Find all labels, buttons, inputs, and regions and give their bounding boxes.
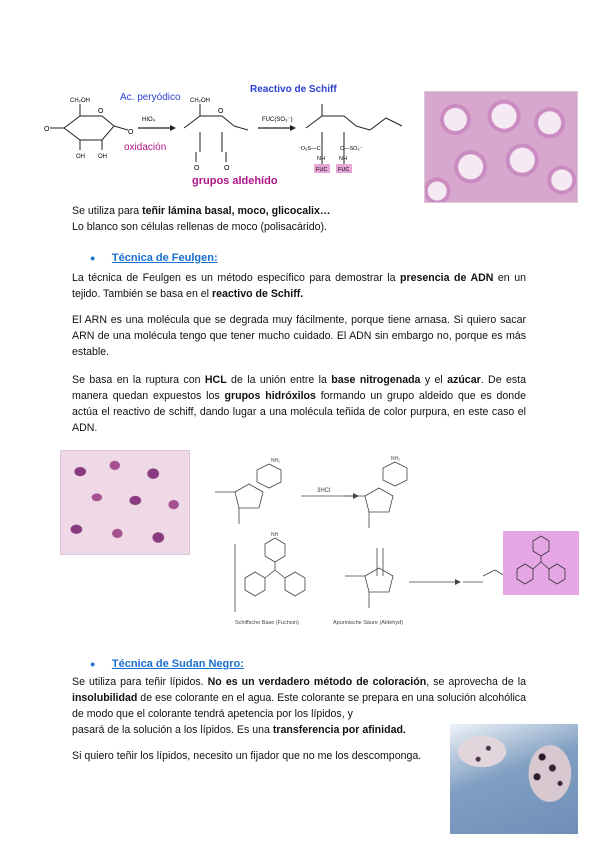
sudan-p1-e: de ese colorante en el agua. Este colorante se prepara en una solución alcohólica de modo que el colorante tendrá apetencia por los lípidos, y — [72, 692, 526, 720]
feulgen-p3-i: formando un grupo aldeido que es donde actúa el reactivo de schiff, dando lugar a una molécula teñida de color purpura, en este caso el ADN. — [72, 390, 526, 434]
o-label-1: O — [98, 108, 104, 115]
base-caption: Schiffsche Base (Fuchsin) — [235, 620, 299, 626]
dialdehyde-structure — [184, 104, 248, 162]
nh-fuchsin: NH — [271, 532, 279, 538]
sudan-p1-a: Se utiliza para teñir lípidos. — [72, 676, 208, 688]
feulgen-p3-h: grupos hidróxilos — [224, 390, 316, 402]
dna-purine — [257, 464, 281, 488]
schiff-product — [306, 104, 402, 164]
feulgen-reaction-scheme — [205, 452, 505, 632]
nh2-top2: NH₂ — [391, 456, 401, 462]
nh-left: NH — [317, 156, 325, 162]
o-label-5: O — [194, 165, 200, 172]
sudan-paragraph-2 — [72, 748, 452, 764]
nh2-top: NH₂ — [271, 458, 281, 464]
feulgen-p3-c: de la unión entre la — [226, 374, 332, 386]
feulgen-p3-e: y el — [420, 374, 448, 386]
bullet-dot: ● — [90, 253, 96, 263]
glucose-ring — [50, 104, 128, 150]
feulgen-heading — [90, 248, 218, 266]
histology-image-crypts — [424, 91, 578, 203]
feulgen-paragraph-1 — [72, 270, 526, 302]
acid-label: Ac. peryódico — [120, 92, 181, 103]
aldehyde-label: grupos aldehído — [192, 175, 278, 187]
pas-usage-bold: teñir lámina basal, moco, glicocalix… — [142, 205, 331, 217]
o-label-2: O — [44, 126, 50, 133]
sudan-heading — [90, 654, 244, 672]
feulgen-p3-g: . De esta manera quedan expuestos los — [72, 374, 526, 402]
fuc-box-right-label: FUC — [338, 167, 350, 173]
sudan-p2: Si quiero teñir los lípidos, necesito un fijador que no me los descomponga. — [72, 750, 422, 762]
feulgen-p3-a: Se basa en la ruptura con — [72, 374, 205, 386]
fuchsin-ring-top — [265, 538, 285, 562]
sudan-heading-link[interactable]: Técnica de Sudan Negro: — [111, 658, 244, 670]
fuc-label: FUC(SO₃⁻) — [262, 117, 293, 123]
stained-product-box — [503, 531, 579, 595]
sudan-p1-g: transferencia por afinidad. — [272, 724, 406, 736]
feulgen-p2: El ARN es una molécula que se degrada muy fácilmente, porque tiene arnasa. Si quiero sacar ARN de una molécula tengo que tener mucho cuidado. El ADN sin embargo no, porque es más estable. — [72, 314, 526, 358]
feulgen-p3-b: HCL — [204, 374, 227, 386]
dna-sugar-ring — [235, 484, 263, 508]
fuchsin-ring-right — [285, 572, 305, 596]
feulgen-p3-f: azúcar — [447, 374, 481, 386]
o-label-4: O — [218, 108, 224, 115]
feulgen-p1-b: presencia de ADN — [400, 272, 494, 284]
feulgen-p1-d: reactivo de Schiff. — [211, 288, 304, 300]
sudan-p1-d: insolubilidad — [72, 692, 138, 704]
so3-right: C—SO₃⁻ — [340, 146, 363, 152]
bullet-dot-2: ● — [90, 659, 96, 669]
sudan-p1-f: pasará de la solución a los lípidos. Es una — [72, 724, 273, 736]
pas-reaction-scheme — [40, 78, 410, 193]
feulgen-p1-a: La técnica de Feulgen es un método específico para demostrar la — [72, 272, 401, 284]
o-label-3: O — [128, 129, 134, 136]
arrowhead-hcl — [353, 493, 359, 499]
feulgen-heading-link[interactable]: Técnica de Feulgen: — [111, 252, 218, 264]
sugar-caption: Apurinische Säure (Aldehyd) — [333, 620, 404, 626]
feulgen-p1-c: en un tejido. También se basa en el — [72, 272, 526, 300]
sudan-paragraph-1 — [72, 674, 526, 722]
feulgen-paragraph-2 — [72, 312, 526, 360]
feulgen-p3-d: base nitrogenada — [331, 374, 421, 386]
purine-free — [383, 462, 407, 486]
hcl-label: 3HCl — [317, 488, 331, 494]
so3-left: ⁻O₃S—C — [298, 146, 321, 152]
feulgen-paragraph-3 — [72, 372, 526, 436]
arrowhead-1 — [170, 125, 176, 131]
sudan-p1-c: , se aprovecha de la — [426, 676, 527, 688]
reagent-label: Reactivo de Schiff — [250, 84, 337, 95]
fuchsin-ring-left — [245, 572, 265, 596]
pas-usage-line2: Lo blanco son células rellenas de moco (polisacárido). — [72, 221, 327, 233]
arrowhead-2 — [290, 125, 296, 131]
histology-image-nuclei — [60, 450, 190, 555]
hio4-label: HIO₄ — [142, 117, 156, 123]
ch2oh-label-2: CH₂OH — [190, 98, 210, 104]
ch2oh-label-1: CH₂OH — [70, 98, 90, 104]
pas-usage-pre: Se utiliza para — [72, 205, 143, 217]
arrowhead-product — [455, 579, 461, 585]
fuc-box-left-label: FUC — [316, 167, 328, 173]
aldehyde-sugar — [365, 568, 393, 592]
nh-right: NH — [339, 156, 347, 162]
product-sugar — [483, 570, 505, 576]
product-fuchsin-structure — [503, 531, 579, 595]
histology-image-sudan — [450, 724, 578, 834]
apurinic-sugar — [365, 488, 393, 512]
oh-label-2: OH — [98, 154, 107, 160]
sudan-p1-b: No es un verdadero método de coloración — [207, 676, 427, 688]
oxid-label: oxidación — [124, 142, 167, 153]
sudan-paragraph-1b — [72, 722, 452, 738]
o-label-6: O — [224, 165, 230, 172]
pas-usage-text — [72, 203, 542, 235]
oh-label-1: OH — [76, 154, 85, 160]
